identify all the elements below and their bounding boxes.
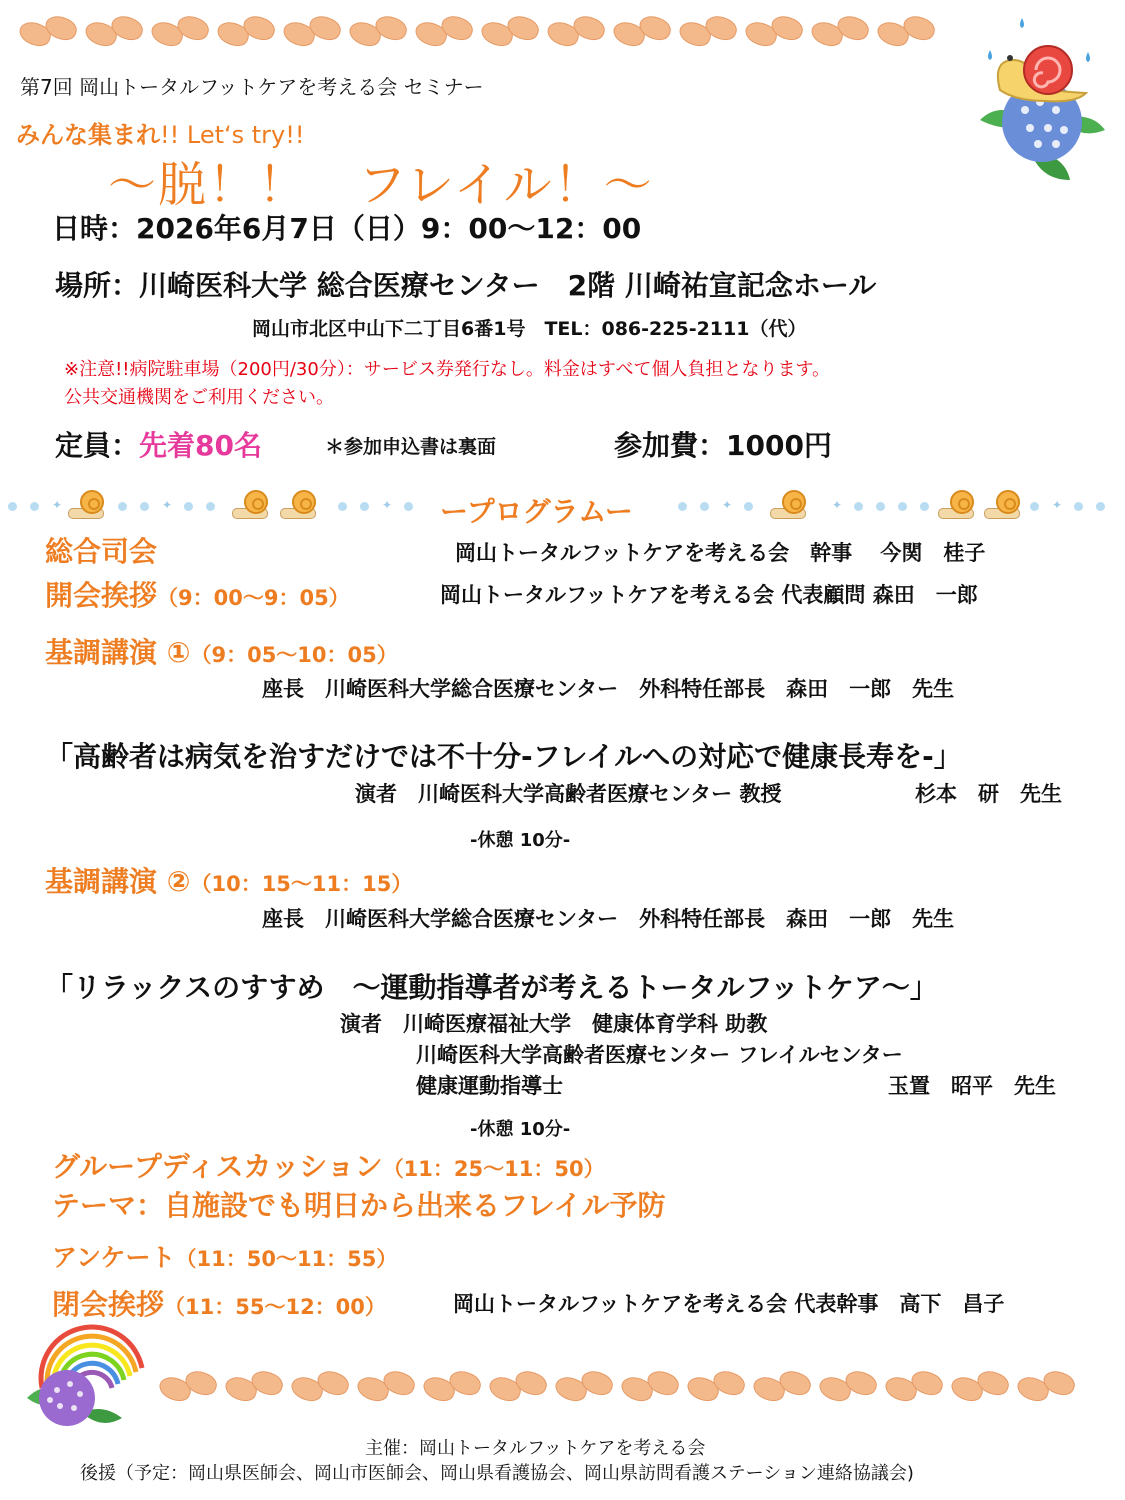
- application-note: ＊参加申込書は裏面: [325, 436, 497, 458]
- dot-icon: [184, 502, 193, 511]
- keynote2-speaker-line1: 演者 川崎医療福祉大学 健康体育学科 助教: [340, 1012, 768, 1036]
- footprint-icon: [226, 1367, 282, 1403]
- rainbow-hydrangea-illustration: [22, 1318, 152, 1430]
- participation-fee: 参加費：1000円: [614, 429, 832, 462]
- snail-icon: [68, 490, 106, 518]
- dot-icon: [700, 502, 709, 511]
- footprint-icon: [358, 1367, 414, 1403]
- keynote2-speaker-line3: 健康運動指導士: [416, 1074, 563, 1098]
- keynote1-speaker-role: 演者 川崎医科大学高齢者医療センター 教授: [355, 782, 782, 806]
- footprint-icon: [424, 1367, 480, 1403]
- keynote1-title: 「高齢者は病気を治すだけでは不十分-フレイルへの対応で健康長寿を-」: [45, 740, 962, 773]
- dot-icon: [360, 502, 369, 511]
- dot-icon: [8, 502, 17, 511]
- footprint-icon: [1018, 1367, 1074, 1403]
- dot-icon: [206, 502, 215, 511]
- seminar-series-title: 第7回 岡山トータルフットケアを考える会 セミナー: [20, 75, 484, 99]
- keynote1-speaker-name: 杉本 研 先生: [915, 782, 1062, 806]
- footprint-icon: [952, 1367, 1008, 1403]
- snail-icon: [280, 490, 318, 518]
- dot-icon: [920, 502, 929, 511]
- keynote2-label-text: 基調講演 ②: [45, 865, 191, 898]
- catch-phrase-orange: みんな集まれ: [16, 121, 160, 149]
- footprint-icon: [548, 12, 604, 48]
- program-heading: ープログラムー: [440, 495, 633, 528]
- keynote1-label: [45, 631, 398, 671]
- snail-icon: [984, 490, 1022, 518]
- group-discussion-time: （11：25〜11：50）: [382, 1157, 605, 1181]
- capacity: [55, 424, 262, 464]
- keynote2-speaker-line2: 川崎医科大学高齢者医療センター フレイルセンター: [416, 1043, 903, 1067]
- group-discussion-theme: テーマ：自施設でも明日から出来るフレイル予防: [52, 1189, 666, 1222]
- keynote2-label: [45, 860, 412, 900]
- mc-person: 岡山トータルフットケアを考える会 幹事 今関 桂子: [455, 541, 986, 565]
- venue-address: 岡山市北区中山下二丁目6番1号 TEL：086-225-2111（代）: [252, 318, 807, 340]
- dot-icon: [898, 502, 907, 511]
- group-discussion-label: [52, 1145, 605, 1185]
- transport-notice: 公共交通機関をご利用ください。: [64, 387, 334, 408]
- footprint-icon: [878, 12, 934, 48]
- organizer: 主催：岡山トータルフットケアを考える会: [365, 1438, 706, 1459]
- closing-time: （11：55〜12：00）: [164, 1295, 386, 1319]
- sparkle-icon: ✦: [1052, 498, 1063, 512]
- dot-icon: [854, 502, 863, 511]
- snail-hydrangea-icon: [960, 10, 1110, 185]
- footprint-icon: [284, 12, 340, 48]
- event-datetime: 日時：2026年6月7日（日）9：00〜12：00: [52, 212, 642, 245]
- sparkle-icon: ✦: [52, 498, 63, 512]
- keynote1-label-text: 基調講演 ①: [45, 636, 191, 669]
- capacity-label: 定員：: [55, 429, 140, 462]
- sparkle-icon: ✦: [722, 498, 733, 512]
- dot-icon: [1030, 502, 1039, 511]
- rainbow-hydrangea-icon: [22, 1318, 152, 1430]
- closing-person: 岡山トータルフットケアを考える会 代表幹事 高下 昌子: [453, 1292, 1005, 1316]
- footprint-icon: [482, 12, 538, 48]
- footprint-icon: [556, 1367, 612, 1403]
- dot-icon: [30, 502, 39, 511]
- break-2: -休憩 10分-: [470, 1119, 571, 1140]
- footprint-icon: [754, 1367, 810, 1403]
- dot-divider-right: [670, 490, 1125, 520]
- survey-label-text: アンケート: [52, 1243, 176, 1272]
- closing-label: [52, 1283, 386, 1323]
- footprint-icon: [350, 12, 406, 48]
- parking-notice: ※注意!!病院駐車場（200円/30分）：サービス券発行なし。料金はすべて個人負担となります。: [64, 359, 831, 380]
- capacity-value: 先着80名: [139, 429, 262, 462]
- keynote2-title: 「リラックスのすすめ 〜運動指導者が考えるトータルフットケア〜」: [45, 971, 938, 1004]
- footprints-bottom: [160, 1367, 1095, 1407]
- survey-time: （11：50〜11：55）: [175, 1247, 398, 1271]
- keynote1-time: （9：05〜10：05）: [190, 643, 398, 667]
- footprint-icon: [20, 12, 76, 48]
- dot-icon: [876, 502, 885, 511]
- dot-icon: [404, 502, 413, 511]
- opening-label: [45, 574, 350, 614]
- footprint-icon: [886, 1367, 942, 1403]
- footprint-icon: [160, 1367, 216, 1403]
- dot-icon: [678, 502, 687, 511]
- dot-icon: [338, 502, 347, 511]
- opening-label-text: 開会挨拶: [45, 579, 158, 612]
- survey-label: [52, 1238, 397, 1274]
- keynote2-time: （10：15〜11：15）: [190, 872, 413, 896]
- main-title: 〜脱！！ フレイル！〜: [108, 157, 654, 213]
- footprint-icon: [812, 12, 868, 48]
- snail-icon: [770, 490, 808, 518]
- catch-phrase-red: !! Let‘s try!!: [160, 121, 305, 149]
- footprint-icon: [490, 1367, 546, 1403]
- footprint-icon: [688, 1367, 744, 1403]
- snail-hydrangea-illustration: [960, 10, 1110, 185]
- event-venue: 場所：川崎医科大学 総合医療センター 2階 川崎祐宣記念ホール: [55, 269, 877, 302]
- group-discussion-label-text: グループディスカッション: [52, 1150, 383, 1183]
- dot-icon: [140, 502, 149, 511]
- dot-icon: [118, 502, 127, 511]
- sparkle-icon: ✦: [382, 498, 393, 512]
- dot-icon: [744, 502, 753, 511]
- mc-label: 総合司会: [45, 535, 158, 568]
- supporters: 後援（予定：岡山県医師会、岡山市医師会、岡山県看護協会、岡山県訪問看護ステーション連絡協議会): [80, 1463, 914, 1484]
- dot-icon: [1074, 502, 1083, 511]
- dot-divider-left: [0, 490, 430, 520]
- footprint-icon: [820, 1367, 876, 1403]
- snail-icon: [938, 490, 976, 518]
- keynote2-chair: 座長 川崎医科大学総合医療センター 外科特任部長 森田 一郎 先生: [262, 907, 955, 931]
- opening-person: 岡山トータルフットケアを考える会 代表顧問 森田 一郎: [440, 583, 978, 607]
- dot-icon: [1096, 502, 1105, 511]
- sparkle-icon: ✦: [832, 498, 843, 512]
- footprint-icon: [86, 12, 142, 48]
- break-1: -休憩 10分-: [470, 830, 571, 851]
- sparkle-icon: ✦: [162, 498, 173, 512]
- closing-label-text: 閉会挨拶: [52, 1288, 165, 1321]
- footprint-icon: [680, 12, 736, 48]
- footprint-icon: [614, 12, 670, 48]
- snail-icon: [232, 490, 270, 518]
- footprint-icon: [622, 1367, 678, 1403]
- footprint-icon: [218, 12, 274, 48]
- footprint-icon: [416, 12, 472, 48]
- footprints-top: [20, 12, 950, 52]
- keynote2-speaker-name: 玉置 昭平 先生: [888, 1074, 1056, 1098]
- footprint-icon: [746, 12, 802, 48]
- footprint-icon: [152, 12, 208, 48]
- footprint-icon: [292, 1367, 348, 1403]
- catch-phrase: [16, 115, 304, 150]
- opening-time: （9：00〜9：05）: [157, 586, 350, 610]
- keynote1-chair: 座長 川崎医科大学総合医療センター 外科特任部長 森田 一郎 先生: [262, 677, 955, 701]
